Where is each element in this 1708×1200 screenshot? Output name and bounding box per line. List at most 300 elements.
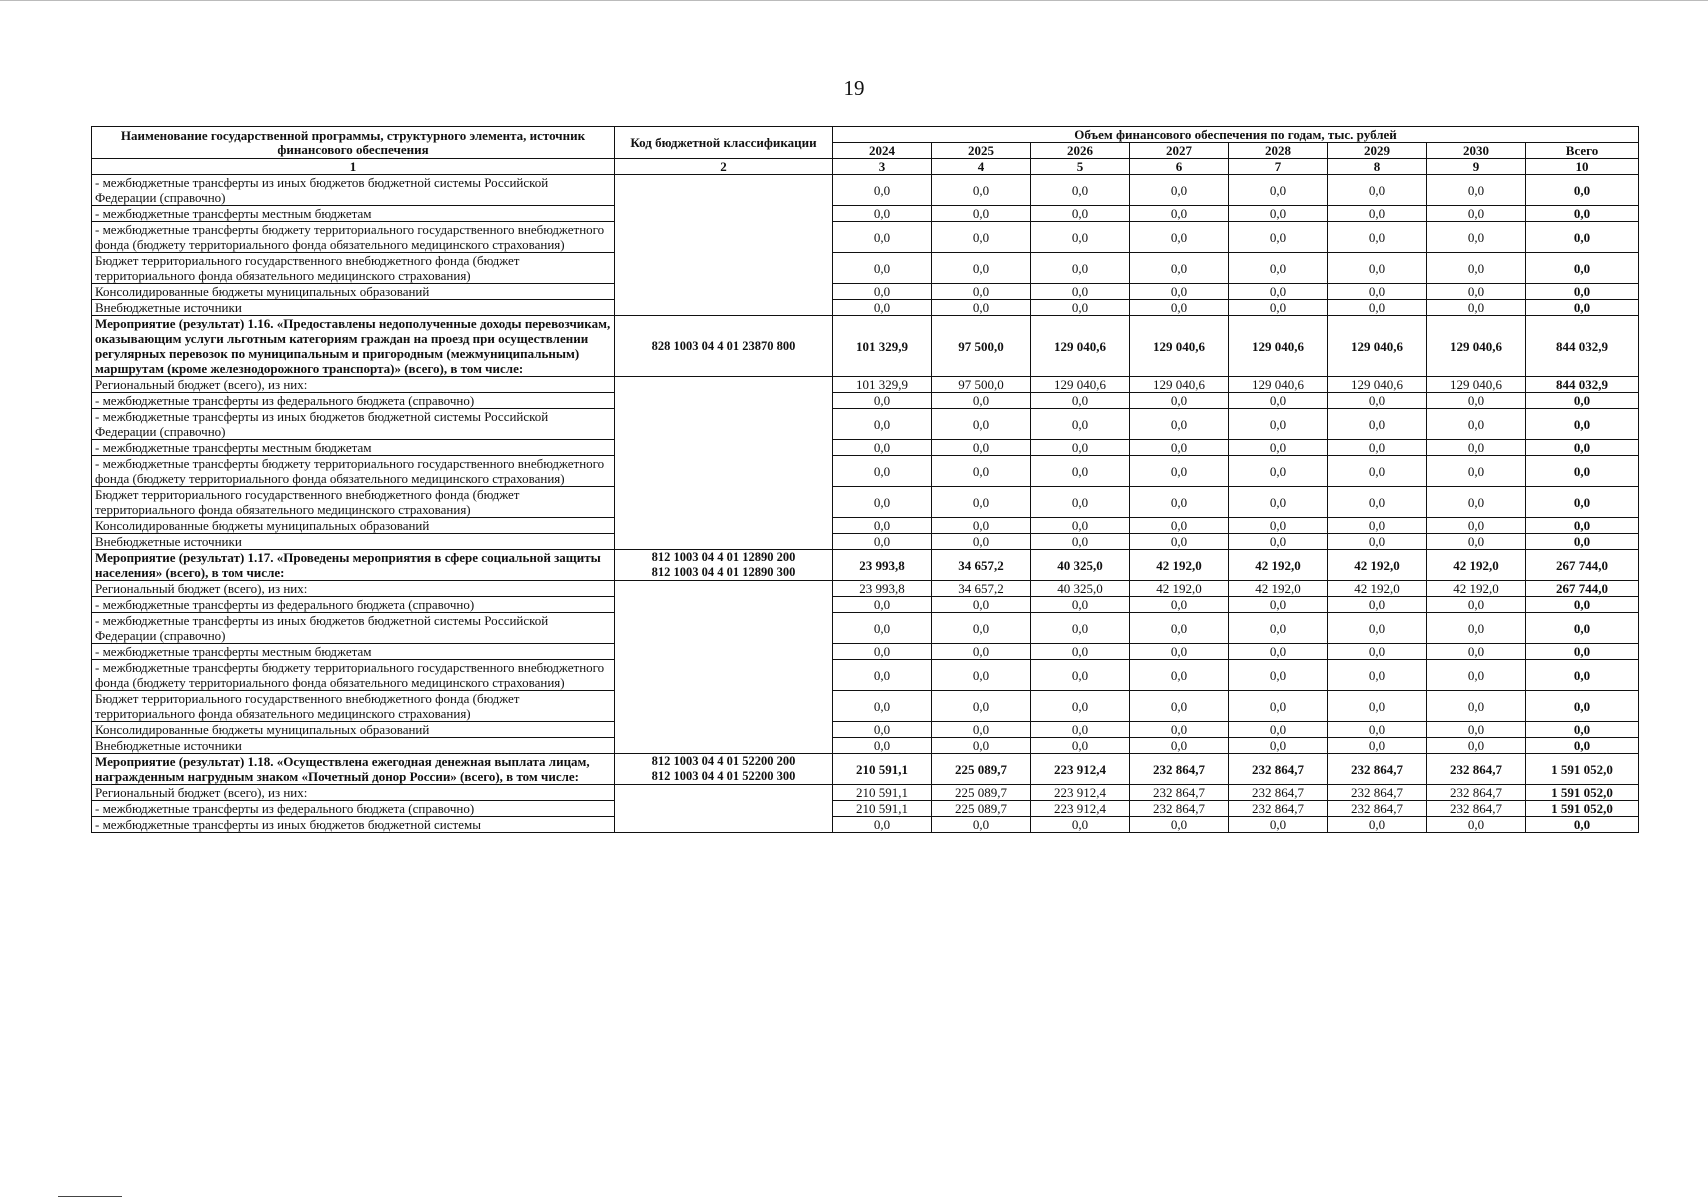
header-year: 2025 [932,143,1031,159]
value-year: 232 864,7 [1328,785,1427,801]
value-year: 210 591,1 [833,801,932,817]
value-year: 232 864,7 [1328,754,1427,785]
row-name: - межбюджетные трансферты местным бюджетам [92,206,615,222]
value-year: 0,0 [1229,613,1328,644]
value-year: 0,0 [1229,644,1328,660]
value-year: 0,0 [1130,206,1229,222]
value-year: 232 864,7 [1427,785,1526,801]
value-year: 0,0 [1427,253,1526,284]
value-year: 0,0 [1031,597,1130,613]
row-name: Бюджет территориального государственного внебюджетного фонда (бюджет территориального фонда обязательного медицинского страхования) [92,253,615,284]
value-year: 0,0 [1130,222,1229,253]
value-year: 42 192,0 [1328,581,1427,597]
row-name: - межбюджетные трансферты бюджету территориального государственного внебюджетного фонда (бюджету территориального фонда обязательного медицинского страхования) [92,456,615,487]
value-year: 0,0 [1130,487,1229,518]
value-year: 0,0 [1328,738,1427,754]
value-year: 0,0 [1130,253,1229,284]
value-year: 0,0 [1328,393,1427,409]
activity-row [92,316,1639,377]
value-year: 0,0 [1031,487,1130,518]
value-year: 0,0 [1130,722,1229,738]
table-row [92,534,1639,550]
value-year: 23 993,8 [833,581,932,597]
value-year: 0,0 [833,393,932,409]
row-name: - межбюджетные трансферты бюджету территориального государственного внебюджетного фонда (бюджету территориального фонда обязательного медицинского страхования) [92,660,615,691]
value-year: 0,0 [932,393,1031,409]
table-row [92,284,1639,300]
header-name: Наименование государственной программы, структурного элемента, источник финансового обеспечения [92,127,615,159]
value-year: 0,0 [1031,222,1130,253]
row-name: Внебюджетные источники [92,738,615,754]
value-year: 0,0 [1427,284,1526,300]
value-year: 223 912,4 [1031,801,1130,817]
header-year: 2028 [1229,143,1328,159]
value-year: 223 912,4 [1031,754,1130,785]
value-year: 0,0 [1130,393,1229,409]
value-year: 0,0 [833,597,932,613]
value-year: 0,0 [1427,175,1526,206]
header-row-numbers [92,159,1639,175]
row-name: - межбюджетные трансферты из иных бюджетов бюджетной системы Российской Федерации (справочно) [92,613,615,644]
value-year: 0,0 [1031,393,1130,409]
value-year: 40 325,0 [1031,581,1130,597]
budget-code-empty [615,581,833,754]
column-number: 5 [1031,159,1130,175]
value-year: 225 089,7 [932,801,1031,817]
value-year: 0,0 [1229,738,1328,754]
value-year: 0,0 [1427,409,1526,440]
value-year: 0,0 [1328,487,1427,518]
value-year: 0,0 [932,722,1031,738]
value-year: 0,0 [1328,597,1427,613]
table-row [92,456,1639,487]
value-year: 0,0 [1427,722,1526,738]
value-year: 0,0 [1229,253,1328,284]
value-total: 0,0 [1526,440,1639,456]
table-body [92,175,1639,833]
value-year: 129 040,6 [1130,377,1229,393]
value-year: 0,0 [932,284,1031,300]
value-year: 0,0 [1130,613,1229,644]
value-year: 0,0 [1427,817,1526,833]
value-year: 0,0 [1328,534,1427,550]
value-year: 0,0 [932,253,1031,284]
row-name: Бюджет территориального государственного внебюджетного фонда (бюджет территориального фонда обязательного медицинского страхования) [92,691,615,722]
row-name: Мероприятие (результат) 1.18. «Осуществлена ежегодная денежная выплата лицам, награжденным нагрудным знаком «Почетный донор России» (всего), в том числе: [92,754,615,785]
table-row [92,300,1639,316]
header-code: Код бюджетной классификации [615,127,833,159]
value-total: 267 744,0 [1526,581,1639,597]
table-row [92,597,1639,613]
value-total: 0,0 [1526,456,1639,487]
value-year: 0,0 [1328,660,1427,691]
table-row [92,738,1639,754]
value-year: 0,0 [932,456,1031,487]
value-year: 0,0 [1427,456,1526,487]
row-name: - межбюджетные трансферты из федерального бюджета (справочно) [92,393,615,409]
table-row [92,175,1639,206]
value-year: 0,0 [1328,456,1427,487]
budget-code: 812 1003 04 4 01 12890 200 812 1003 04 4 01 12890 300 [615,550,833,581]
column-number: 6 [1130,159,1229,175]
table-row [92,801,1639,817]
value-year: 40 325,0 [1031,550,1130,581]
column-number: 8 [1328,159,1427,175]
budget-code-empty [615,785,833,833]
value-year: 0,0 [833,456,932,487]
value-year: 0,0 [1130,660,1229,691]
value-year: 42 192,0 [1427,550,1526,581]
value-year: 0,0 [1130,175,1229,206]
value-year: 0,0 [932,409,1031,440]
value-year: 42 192,0 [1130,550,1229,581]
value-year: 0,0 [1229,817,1328,833]
value-year: 34 657,2 [932,581,1031,597]
value-year: 0,0 [1031,440,1130,456]
value-year: 129 040,6 [1130,316,1229,377]
value-year: 0,0 [833,222,932,253]
value-year: 0,0 [833,534,932,550]
value-year: 0,0 [932,534,1031,550]
value-year: 232 864,7 [1427,754,1526,785]
value-year: 129 040,6 [1427,377,1526,393]
value-total: 0,0 [1526,393,1639,409]
value-year: 0,0 [1130,738,1229,754]
budget-code-empty [615,175,833,316]
budget-code: 812 1003 04 4 01 52200 200 812 1003 04 4 01 52200 300 [615,754,833,785]
row-name: - межбюджетные трансферты бюджету территориального государственного внебюджетного фонда (бюджету территориального фонда обязательного медицинского страхования) [92,222,615,253]
value-total: 0,0 [1526,534,1639,550]
value-year: 42 192,0 [1229,550,1328,581]
value-year: 42 192,0 [1130,581,1229,597]
value-year: 0,0 [932,518,1031,534]
value-year: 0,0 [1229,393,1328,409]
value-year: 0,0 [833,817,932,833]
value-year: 0,0 [1328,284,1427,300]
value-year: 42 192,0 [1427,581,1526,597]
value-year: 0,0 [833,613,932,644]
value-year: 0,0 [932,691,1031,722]
value-year: 0,0 [1229,222,1328,253]
value-year: 0,0 [932,487,1031,518]
value-year: 0,0 [1229,660,1328,691]
value-total: 0,0 [1526,222,1639,253]
activity-row [92,550,1639,581]
row-name: Региональный бюджет (всего), из них: [92,377,615,393]
value-total: 1 591 052,0 [1526,785,1639,801]
value-total: 0,0 [1526,660,1639,691]
value-year: 0,0 [1427,222,1526,253]
table-row [92,253,1639,284]
financing-table [91,126,1639,833]
row-name: Консолидированные бюджеты муниципальных образований [92,284,615,300]
financing-table-container [91,126,1638,833]
value-year: 0,0 [1328,722,1427,738]
table-row [92,613,1639,644]
table-row [92,644,1639,660]
value-year: 225 089,7 [932,754,1031,785]
value-year: 0,0 [1229,597,1328,613]
header-row-titles [92,127,1639,143]
table-row [92,440,1639,456]
row-name: - межбюджетные трансферты из иных бюджетов бюджетной системы Российской Федерации (справочно) [92,175,615,206]
value-year: 0,0 [833,284,932,300]
value-year: 0,0 [932,597,1031,613]
value-year: 0,0 [1328,440,1427,456]
value-year: 0,0 [1031,409,1130,440]
value-year: 0,0 [1031,175,1130,206]
value-year: 0,0 [1229,284,1328,300]
value-year: 97 500,0 [932,316,1031,377]
value-year: 0,0 [1427,660,1526,691]
row-name: - межбюджетные трансферты из федерального бюджета (справочно) [92,801,615,817]
value-total: 0,0 [1526,691,1639,722]
value-year: 0,0 [1229,534,1328,550]
value-year: 0,0 [1328,222,1427,253]
value-year: 0,0 [1427,597,1526,613]
value-year: 0,0 [932,300,1031,316]
value-total: 1 591 052,0 [1526,801,1639,817]
value-year: 129 040,6 [1427,316,1526,377]
header-volume: Объем финансового обеспечения по годам, тыс. рублей [833,127,1639,143]
value-year: 101 329,9 [833,377,932,393]
value-year: 0,0 [833,722,932,738]
value-year: 0,0 [1130,597,1229,613]
value-year: 0,0 [1031,722,1130,738]
value-year: 0,0 [833,253,932,284]
value-year: 0,0 [833,206,932,222]
value-year: 129 040,6 [1328,377,1427,393]
value-year: 42 192,0 [1328,550,1427,581]
bottom-left-mark [58,1196,122,1197]
header-year: 2027 [1130,143,1229,159]
value-year: 0,0 [932,660,1031,691]
column-number: 9 [1427,159,1526,175]
value-total: 0,0 [1526,597,1639,613]
budget-code: 828 1003 04 4 01 23870 800 [615,316,833,377]
value-year: 0,0 [1328,300,1427,316]
value-year: 129 040,6 [1229,377,1328,393]
row-name: Региональный бюджет (всего), из них: [92,785,615,801]
table-row [92,660,1639,691]
table-row [92,409,1639,440]
value-year: 129 040,6 [1031,316,1130,377]
value-year: 0,0 [833,738,932,754]
value-year: 0,0 [1031,691,1130,722]
value-year: 0,0 [1427,300,1526,316]
value-year: 0,0 [1031,613,1130,644]
value-total: 0,0 [1526,738,1639,754]
column-number: 7 [1229,159,1328,175]
value-year: 232 864,7 [1130,785,1229,801]
value-year: 0,0 [932,644,1031,660]
value-year: 232 864,7 [1328,801,1427,817]
header-year: 2030 [1427,143,1526,159]
value-year: 0,0 [1229,300,1328,316]
value-year: 223 912,4 [1031,785,1130,801]
value-year: 0,0 [1229,518,1328,534]
value-year: 0,0 [1130,534,1229,550]
value-year: 0,0 [1427,206,1526,222]
row-name: - межбюджетные трансферты из федерального бюджета (справочно) [92,597,615,613]
table-row [92,393,1639,409]
value-total: 844 032,9 [1526,316,1639,377]
page-number: 19 [843,76,865,100]
value-year: 129 040,6 [1031,377,1130,393]
value-year: 129 040,6 [1328,316,1427,377]
value-year: 0,0 [833,644,932,660]
table-header [92,127,1639,175]
value-total: 0,0 [1526,487,1639,518]
column-number: 1 [92,159,615,175]
value-year: 232 864,7 [1130,801,1229,817]
value-year: 97 500,0 [932,377,1031,393]
header-year: 2024 [833,143,932,159]
value-year: 0,0 [833,487,932,518]
value-year: 0,0 [1427,487,1526,518]
value-year: 0,0 [1130,518,1229,534]
value-year: 0,0 [1328,518,1427,534]
value-year: 0,0 [1031,253,1130,284]
value-year: 0,0 [1130,644,1229,660]
value-year: 0,0 [932,222,1031,253]
value-year: 0,0 [1130,409,1229,440]
value-year: 0,0 [1427,613,1526,644]
value-year: 0,0 [1130,817,1229,833]
value-year: 0,0 [1031,206,1130,222]
row-name: Бюджет территориального государственного внебюджетного фонда (бюджет территориального фонда обязательного медицинского страхования) [92,487,615,518]
value-total: 0,0 [1526,817,1639,833]
value-total: 0,0 [1526,253,1639,284]
column-number: 4 [932,159,1031,175]
value-total: 0,0 [1526,206,1639,222]
value-year: 0,0 [1328,175,1427,206]
value-year: 210 591,1 [833,754,932,785]
value-year: 34 657,2 [932,550,1031,581]
table-row [92,817,1639,833]
value-year: 0,0 [1031,456,1130,487]
value-year: 0,0 [1031,300,1130,316]
value-year: 129 040,6 [1229,316,1328,377]
value-year: 0,0 [932,817,1031,833]
row-name: - межбюджетные трансферты из иных бюджетов бюджетной системы Российской Федерации (справочно) [92,409,615,440]
row-name: - межбюджетные трансферты местным бюджетам [92,440,615,456]
value-year: 0,0 [1031,738,1130,754]
activity-row [92,754,1639,785]
value-total: 0,0 [1526,722,1639,738]
row-name: Мероприятие (результат) 1.16. «Предоставлены недополученные доходы перевозчикам, оказывающим услуги льготным категориям граждан на проезд при осуществлении регулярных перевозок по муниципальным и пригородным (межмуниципальным) маршрутам (кроме железнодорожного транспорта)» (всего), в том числе: [92,316,615,377]
value-year: 0,0 [1328,644,1427,660]
value-year: 0,0 [1328,409,1427,440]
value-total: 267 744,0 [1526,550,1639,581]
value-year: 0,0 [1328,691,1427,722]
value-year: 0,0 [1229,409,1328,440]
table-row [92,785,1639,801]
value-year: 0,0 [1130,456,1229,487]
value-year: 0,0 [1328,206,1427,222]
value-year: 0,0 [1427,691,1526,722]
value-year: 0,0 [932,440,1031,456]
budget-code-empty [615,377,833,550]
row-name: Внебюджетные источники [92,300,615,316]
value-year: 0,0 [1427,440,1526,456]
table-row [92,377,1639,393]
value-year: 0,0 [1229,456,1328,487]
value-year: 0,0 [1031,518,1130,534]
value-total: 0,0 [1526,284,1639,300]
value-year: 232 864,7 [1130,754,1229,785]
value-year: 0,0 [1130,691,1229,722]
value-year: 0,0 [1328,817,1427,833]
row-name: Внебюджетные источники [92,534,615,550]
table-row [92,722,1639,738]
value-year: 0,0 [1229,175,1328,206]
value-year: 0,0 [833,691,932,722]
value-year: 232 864,7 [1427,801,1526,817]
value-year: 0,0 [833,300,932,316]
column-number: 2 [615,159,833,175]
row-name: Мероприятие (результат) 1.17. «Проведены мероприятия в сфере социальной защиты населения» (всего), в том числе: [92,550,615,581]
row-name: Консолидированные бюджеты муниципальных образований [92,722,615,738]
value-year: 0,0 [833,440,932,456]
table-row [92,222,1639,253]
row-name: - межбюджетные трансферты местным бюджетам [92,644,615,660]
value-year: 0,0 [1031,644,1130,660]
value-total: 0,0 [1526,518,1639,534]
value-year: 0,0 [1031,534,1130,550]
value-year: 0,0 [1130,284,1229,300]
value-year: 0,0 [1031,817,1130,833]
row-name: - межбюджетные трансферты из иных бюджетов бюджетной системы [92,817,615,833]
value-year: 101 329,9 [833,316,932,377]
table-row [92,518,1639,534]
value-year: 0,0 [1427,644,1526,660]
column-number: 3 [833,159,932,175]
header-year: 2026 [1031,143,1130,159]
value-total: 0,0 [1526,300,1639,316]
value-year: 0,0 [1229,487,1328,518]
header-year: Всего [1526,143,1639,159]
value-year: 225 089,7 [932,785,1031,801]
value-total: 0,0 [1526,644,1639,660]
top-scan-line [0,0,1708,1]
value-year: 42 192,0 [1229,581,1328,597]
value-year: 0,0 [1229,206,1328,222]
value-year: 0,0 [1130,300,1229,316]
value-year: 0,0 [833,518,932,534]
value-year: 232 864,7 [1229,801,1328,817]
table-row [92,487,1639,518]
value-year: 0,0 [1229,722,1328,738]
header-year: 2029 [1328,143,1427,159]
value-total: 1 591 052,0 [1526,754,1639,785]
column-number: 10 [1526,159,1639,175]
value-year: 0,0 [1229,440,1328,456]
value-year: 0,0 [1130,440,1229,456]
value-year: 0,0 [1427,738,1526,754]
value-year: 0,0 [932,613,1031,644]
value-year: 0,0 [932,206,1031,222]
value-total: 0,0 [1526,175,1639,206]
value-year: 232 864,7 [1229,754,1328,785]
value-year: 0,0 [1427,534,1526,550]
row-name: Региональный бюджет (всего), из них: [92,581,615,597]
value-year: 0,0 [833,175,932,206]
value-year: 0,0 [1427,393,1526,409]
value-year: 0,0 [1229,691,1328,722]
value-year: 0,0 [1427,518,1526,534]
value-total: 844 032,9 [1526,377,1639,393]
